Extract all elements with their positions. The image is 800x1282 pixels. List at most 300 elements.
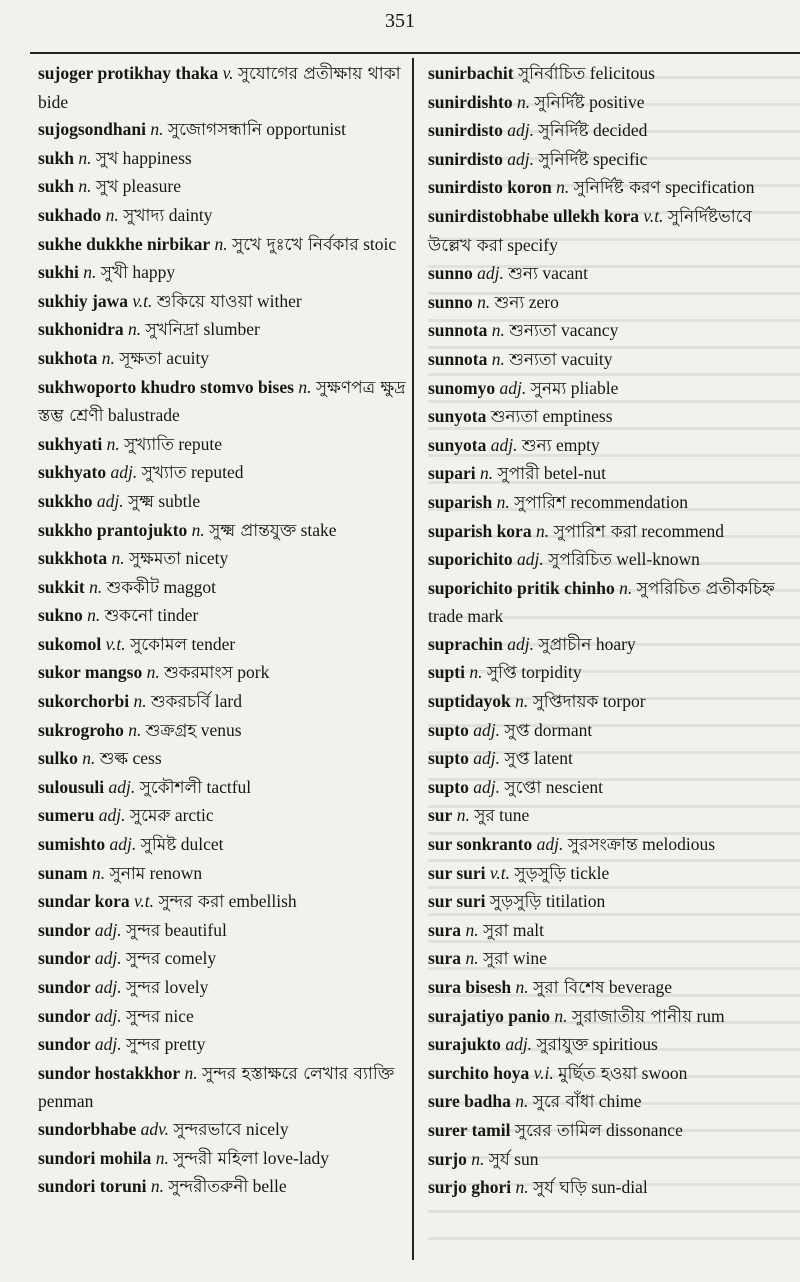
english-meaning: beautiful (164, 919, 227, 940)
bengali-translation: সুপ্তিদায়ক (532, 692, 599, 713)
headword: sundor (38, 1005, 91, 1026)
headword: sunirbachit (428, 63, 514, 83)
headword: sundorbhabe (38, 1118, 137, 1139)
dictionary-entry (428, 117, 796, 146)
part-of-speech: adj. (516, 549, 544, 570)
part-of-speech: adj. (110, 462, 138, 483)
part-of-speech: n. (105, 204, 119, 225)
dictionary-entry (38, 288, 406, 317)
part-of-speech: n. (184, 1062, 198, 1083)
bengali-translation: শুন্য (521, 435, 552, 456)
dictionary-entry (428, 317, 796, 346)
english-meaning: tender (191, 633, 236, 654)
bengali-translation: সুর (474, 806, 495, 827)
part-of-speech: adj. (94, 948, 122, 969)
headword: sunno (428, 291, 473, 312)
headword: sunyota (428, 406, 487, 427)
english-meaning: tactful (206, 776, 252, 797)
bengali-translation: সুরা বিশেষ (533, 978, 605, 998)
part-of-speech: adj. (94, 919, 122, 940)
headword: sunirdisto (428, 148, 503, 169)
headword: sukhonidra (38, 319, 124, 340)
english-meaning: emptiness (542, 406, 613, 427)
dictionary-entry (428, 802, 796, 831)
english-meaning: subtle (158, 490, 201, 511)
part-of-speech: v.t. (489, 862, 511, 883)
headword: sukhi (38, 262, 79, 283)
english-meaning: malt (512, 919, 544, 940)
dictionary-entry (38, 774, 406, 803)
dictionary-entry (428, 260, 796, 289)
part-of-speech: n. (554, 1005, 568, 1026)
part-of-speech: n. (496, 491, 510, 512)
part-of-speech: adj. (98, 805, 126, 826)
dictionary-entry (428, 945, 796, 974)
bengali-translation: সুনির্দিষ্ট (538, 121, 589, 142)
english-meaning: swoon (641, 1062, 688, 1083)
bengali-translation: সুন্দরভাবে (173, 1119, 242, 1140)
headword: sundor (38, 948, 91, 969)
headword: supto (428, 719, 469, 740)
headword: suporichito pritik chinho (428, 577, 615, 598)
part-of-speech: adj. (96, 490, 124, 511)
part-of-speech: n. (480, 463, 494, 484)
dictionary-entry (38, 259, 406, 288)
english-meaning: happy (132, 262, 176, 283)
bengali-translation: সুনির্দিষ্টভাবে উল্লেখ করা (428, 206, 753, 256)
headword: sura (428, 919, 462, 940)
headword: supti (428, 662, 465, 683)
english-meaning: renown (149, 862, 203, 883)
bengali-translation: সুনাম (109, 863, 146, 884)
english-meaning: vacant (542, 263, 589, 284)
bengali-translation: সুরাযুক্ত (536, 1035, 589, 1056)
dictionary-entry (38, 488, 406, 517)
bengali-translation: সুক্ষণপত্র ক্ষুদ্র স্তম্ভ শ্রেণী (38, 377, 406, 427)
part-of-speech: n. (515, 691, 529, 712)
bengali-translation: সুপরিচিত (548, 550, 612, 571)
bengali-translation: সুন্দর (126, 978, 161, 998)
headword: surer tamil (428, 1119, 511, 1140)
headword: surajatiyo panio (428, 1005, 551, 1026)
headword: sunyota (428, 434, 487, 455)
english-meaning: venus (200, 719, 242, 740)
headword: sunnota (428, 348, 488, 369)
english-meaning: comely (164, 948, 217, 969)
dictionary-entry (38, 1173, 406, 1202)
headword: suprachin (428, 633, 503, 654)
english-meaning: specify (507, 234, 558, 255)
part-of-speech: adj. (94, 977, 122, 997)
dictionary-entry (38, 1060, 406, 1116)
bengali-translation: সূক্ষতা (119, 348, 162, 369)
headword: sur suri (428, 862, 486, 883)
part-of-speech: n. (214, 233, 228, 254)
headword: sunirdishto (428, 91, 513, 112)
bengali-translation: সুড়সুড়ি (514, 863, 566, 884)
dictionary-entry (428, 631, 796, 660)
english-meaning: arctic (174, 805, 214, 826)
english-meaning: decided (593, 120, 648, 141)
part-of-speech: n. (82, 748, 96, 769)
dictionary-entry (38, 602, 406, 631)
part-of-speech: n. (146, 662, 160, 683)
dictionary-entry (38, 116, 406, 145)
english-meaning: balustrade (107, 405, 180, 426)
part-of-speech: adj. (94, 1005, 122, 1026)
part-of-speech: n. (87, 605, 101, 626)
dictionary-entry (428, 60, 796, 89)
bengali-translation: সুযোগের প্রতীক্ষায় থাকা (237, 64, 401, 84)
dictionary-entry (38, 717, 406, 746)
page-number: 351 (385, 10, 415, 32)
part-of-speech: v.t. (132, 290, 153, 311)
bengali-translation: সুন্দর (126, 920, 161, 941)
dictionary-entry (428, 717, 796, 746)
headword: sunirdistobhabe ullekh kora (428, 205, 640, 226)
bengali-translation: সুক্ষ্ম (128, 491, 154, 512)
bengali-translation: সুরাজাতীয় পানীয় (571, 1006, 693, 1027)
english-meaning: stake (300, 519, 337, 540)
part-of-speech: n. (469, 662, 483, 683)
dictionary-entry (428, 89, 796, 118)
part-of-speech: n. (477, 291, 491, 312)
bengali-translation: শুকিয়ে যাওয়া (156, 291, 253, 312)
bengali-translation: সুরে বাঁধা (532, 1092, 595, 1113)
headword: sunnota (428, 320, 488, 341)
part-of-speech: n. (83, 262, 97, 283)
bengali-translation: সুখী (100, 263, 129, 284)
bengali-translation: সুর্য ঘড়ি (533, 1178, 587, 1199)
english-meaning: repute (178, 433, 223, 454)
part-of-speech: adj. (108, 776, 136, 797)
bengali-translation: শুন্য (508, 264, 538, 285)
part-of-speech: n. (535, 520, 550, 541)
headword: sunam (38, 862, 88, 883)
english-meaning: pleasure (122, 176, 181, 197)
headword: surjo ghori (428, 1177, 512, 1198)
bengali-translation: শুন্য (494, 292, 525, 313)
dictionary-entry (38, 831, 406, 860)
headword: sukh (38, 176, 75, 197)
bengali-translation: সুনির্বাচিত (517, 64, 586, 84)
part-of-speech: n. (456, 805, 470, 826)
part-of-speech: adj. (473, 776, 500, 797)
headword: sukh (38, 147, 75, 168)
dictionary-entry (428, 146, 796, 175)
dictionary-entry (38, 1003, 406, 1032)
dictionary-entry (38, 917, 406, 946)
headword: surajukto (428, 1034, 501, 1055)
dictionary-entry (38, 802, 406, 831)
bengali-translation: সুনির্দিষ্ট করণ (573, 178, 661, 199)
english-meaning: tinder (157, 605, 199, 626)
english-meaning: wine (512, 948, 547, 969)
bengali-translation: শুন্যতা (490, 407, 539, 428)
part-of-speech: n. (619, 577, 633, 598)
dictionary-entry (428, 489, 796, 518)
bengali-translation: সুপ্ত (504, 720, 530, 741)
headword: sukhado (38, 204, 102, 225)
english-meaning: titilation (545, 891, 606, 912)
english-meaning: lovely (164, 977, 209, 997)
headword: supari (428, 463, 476, 484)
english-meaning: nicely (245, 1118, 289, 1139)
part-of-speech: v.i. (533, 1062, 554, 1083)
dictionary-entry (38, 888, 406, 917)
dictionary-entry (428, 917, 796, 946)
dictionary-entry (38, 574, 406, 603)
dictionary-entry (428, 659, 796, 688)
headword: sundor (38, 977, 91, 997)
english-meaning: bide (38, 91, 69, 112)
dictionary-entry (428, 575, 796, 631)
headword: sukhwoporto khudro stomvo bises (38, 376, 294, 397)
dictionary-entry (428, 688, 796, 717)
english-meaning: sun-dial (591, 1177, 648, 1198)
part-of-speech: adj. (477, 263, 504, 284)
english-meaning: vacuity (561, 348, 613, 369)
bengali-translation: শুন্যতা (509, 349, 557, 370)
headword: sundori toruni (38, 1176, 147, 1197)
headword: sunirdisto koron (428, 177, 552, 198)
headword: suptidayok (428, 691, 511, 712)
english-meaning: lard (214, 691, 242, 712)
headword: sunno (428, 263, 473, 284)
english-meaning: love-lady (262, 1147, 329, 1168)
dictionary-entry (428, 888, 796, 917)
dictionary-entry (428, 1003, 796, 1032)
bengali-translation: শুকনো (104, 606, 154, 627)
bengali-translation: সুপারিশ করা (553, 521, 638, 542)
english-meaning: tune (499, 805, 530, 826)
bengali-translation: সুক্ষ্ম প্রান্তযুক্ত (209, 520, 297, 541)
dictionary-entry (38, 517, 406, 546)
bengali-translation: সুড়সুড়ি (489, 892, 542, 913)
headword: sukrogroho (38, 719, 124, 740)
dictionary-entry (38, 1145, 406, 1174)
dictionary-entry (428, 403, 796, 432)
english-meaning: cess (132, 748, 162, 769)
part-of-speech: n. (101, 347, 115, 368)
bengali-translation: সুপ্তি (486, 663, 517, 684)
english-meaning: nice (164, 1005, 194, 1026)
part-of-speech: adj. (473, 719, 500, 740)
part-of-speech: n. (515, 1091, 529, 1112)
bengali-translation: সুরা (482, 920, 509, 941)
bengali-translation: সুন্দরী মহিলা (173, 1148, 259, 1169)
bengali-translation: শুককীট (106, 577, 160, 598)
english-meaning: betel-nut (543, 463, 607, 484)
dictionary-entry (38, 745, 406, 774)
english-meaning: pretty (164, 1034, 206, 1055)
bengali-translation: সুপ্রাচীন (538, 634, 592, 655)
bengali-translation: সুপরিচিত প্রতীকচিহ্ন (636, 578, 775, 599)
english-meaning: dissonance (606, 1119, 683, 1140)
english-meaning: nescient (545, 776, 604, 797)
bengali-translation: সুনির্দিষ্ট (538, 149, 589, 170)
bengali-translation: সুপারী (497, 464, 540, 485)
dictionary-entry (38, 659, 406, 688)
headword: suparish kora (428, 520, 532, 541)
english-meaning: recommendation (570, 491, 689, 512)
headword: sulko (38, 748, 78, 769)
left-column (38, 60, 406, 1202)
dictionary-entry (38, 173, 406, 202)
headword: sukkit (38, 576, 85, 597)
dictionary-entry (428, 346, 796, 375)
headword: sunirdisto (428, 120, 503, 141)
dictionary-entry (38, 431, 406, 460)
bengali-translation: সুরসংক্রান্ত (567, 835, 638, 856)
dictionary-entry (38, 316, 406, 345)
english-meaning: specific (593, 148, 648, 169)
bengali-translation: সুনির্দিষ্ট (534, 92, 585, 113)
bengali-translation: সুখনিদ্রা (145, 320, 200, 341)
english-meaning: hoary (595, 633, 636, 654)
part-of-speech: v.t. (133, 891, 155, 912)
part-of-speech: adj. (473, 748, 500, 769)
part-of-speech: n. (191, 519, 205, 540)
part-of-speech: n. (515, 977, 529, 997)
english-meaning: dormant (533, 719, 593, 740)
english-meaning: happiness (122, 147, 192, 168)
part-of-speech: n. (491, 348, 505, 369)
part-of-speech: n. (133, 691, 147, 712)
part-of-speech: n. (111, 548, 125, 569)
headword: sundar kora (38, 891, 130, 912)
bengali-translation: সুখাদ্য (123, 205, 165, 226)
part-of-speech: n. (91, 862, 106, 883)
headword: sukhe dukkhe nirbikar (38, 233, 211, 254)
english-meaning: pork (237, 662, 270, 683)
english-meaning: tickle (570, 862, 610, 883)
top-rule (30, 52, 800, 54)
english-meaning: beverage (608, 977, 673, 997)
headword: sunomyo (428, 377, 496, 398)
part-of-speech: n. (471, 1148, 485, 1169)
part-of-speech: n. (491, 320, 505, 341)
english-meaning: vacancy (561, 320, 619, 341)
headword: sukhyati (38, 433, 103, 454)
part-of-speech: n. (298, 376, 312, 397)
headword: sukno (38, 605, 83, 626)
headword: sujogsondhani (38, 119, 146, 140)
headword: sundori mohila (38, 1147, 152, 1168)
english-meaning: maggot (163, 576, 217, 597)
english-meaning: dulcet (180, 834, 224, 855)
english-meaning: opportunist (266, 119, 346, 140)
part-of-speech: adj. (499, 377, 527, 398)
english-meaning: trade mark (428, 606, 504, 627)
english-meaning: reputed (190, 462, 244, 483)
dictionary-entry (428, 518, 796, 547)
headword: sukkho prantojukto (38, 519, 188, 540)
bengali-translation: সুরের তামিল (514, 1120, 602, 1141)
bengali-translation: সুকৌশলী (139, 777, 203, 798)
headword: sujoger protikhay thaka (38, 63, 219, 83)
dictionary-entry (38, 145, 406, 174)
dictionary-entry (38, 374, 406, 431)
bengali-translation: শুল্ক (99, 749, 129, 770)
headword: sura bisesh (428, 977, 512, 997)
english-meaning: specification (665, 177, 755, 198)
bengali-translation: সুন্দর (126, 949, 161, 970)
part-of-speech: n. (78, 176, 92, 197)
part-of-speech: adj. (536, 834, 564, 855)
headword: sukhota (38, 347, 98, 368)
part-of-speech: adj. (505, 1034, 533, 1055)
dictionary-entry (38, 688, 406, 717)
bengali-translation: সুমেরু (129, 806, 171, 827)
part-of-speech: n. (465, 919, 479, 940)
headword: sukorchorbi (38, 691, 130, 712)
dictionary-entry (428, 1146, 796, 1175)
headword: sur (428, 805, 453, 826)
part-of-speech: adj. (109, 834, 137, 855)
dictionary-entry (428, 1117, 796, 1146)
part-of-speech: n. (127, 319, 142, 340)
part-of-speech: n. (78, 147, 92, 168)
dictionary-entry (38, 60, 406, 116)
dictionary-entry (38, 1116, 406, 1145)
english-meaning: felicitous (589, 63, 655, 83)
bengali-translation: সুন্দর হস্তাক্ষরে লেখার ব্যাক্তি (202, 1063, 395, 1084)
dictionary-entry (38, 202, 406, 231)
part-of-speech: adv. (140, 1118, 169, 1139)
headword: suporichito (428, 549, 513, 570)
right-column (428, 60, 796, 1203)
headword: supto (428, 776, 469, 797)
part-of-speech: adj. (507, 633, 535, 654)
headword: sukor mangso (38, 662, 143, 683)
bengali-translation: শুন্যতা (509, 321, 557, 342)
part-of-speech: n. (556, 177, 570, 198)
english-meaning: rum (696, 1005, 725, 1026)
headword: sukkho (38, 490, 93, 511)
dictionary-entry (38, 945, 406, 974)
bengali-translation: সুমিষ্ট (140, 835, 177, 856)
part-of-speech: adj. (507, 120, 535, 141)
dictionary-entry (428, 745, 796, 774)
part-of-speech: adj. (94, 1034, 122, 1055)
english-meaning: wither (257, 290, 302, 311)
english-meaning: chime (598, 1091, 642, 1112)
bengali-translation: সুখে দুঃখে নির্বকার (232, 234, 359, 255)
bengali-translation: সুন্দরীতরুনী (168, 1177, 249, 1198)
part-of-speech: v.t. (643, 205, 664, 226)
bengali-translation: সুক্ষমতা (128, 549, 182, 570)
headword: sukhiy jawa (38, 290, 128, 311)
part-of-speech: n. (128, 719, 142, 740)
dictionary-entry (428, 174, 796, 203)
headword: sundor (38, 919, 91, 940)
headword: supto (428, 748, 469, 769)
bengali-translation: সুপ্তো (504, 777, 542, 798)
english-meaning: dainty (168, 204, 213, 225)
headword: surchito hoya (428, 1062, 530, 1083)
bengali-translation: সুখ (95, 148, 119, 169)
headword: sundor hostakkhor (38, 1062, 181, 1083)
dictionary-entry (428, 774, 796, 803)
headword: sur sonkranto (428, 834, 533, 855)
dictionary-entry (428, 203, 796, 260)
dictionary-entry (38, 974, 406, 1003)
dictionary-entry (428, 1088, 796, 1117)
headword: surjo (428, 1148, 467, 1169)
english-meaning: empty (555, 434, 600, 455)
bengali-translation: মুর্ছিত হওয়া (558, 1063, 638, 1084)
